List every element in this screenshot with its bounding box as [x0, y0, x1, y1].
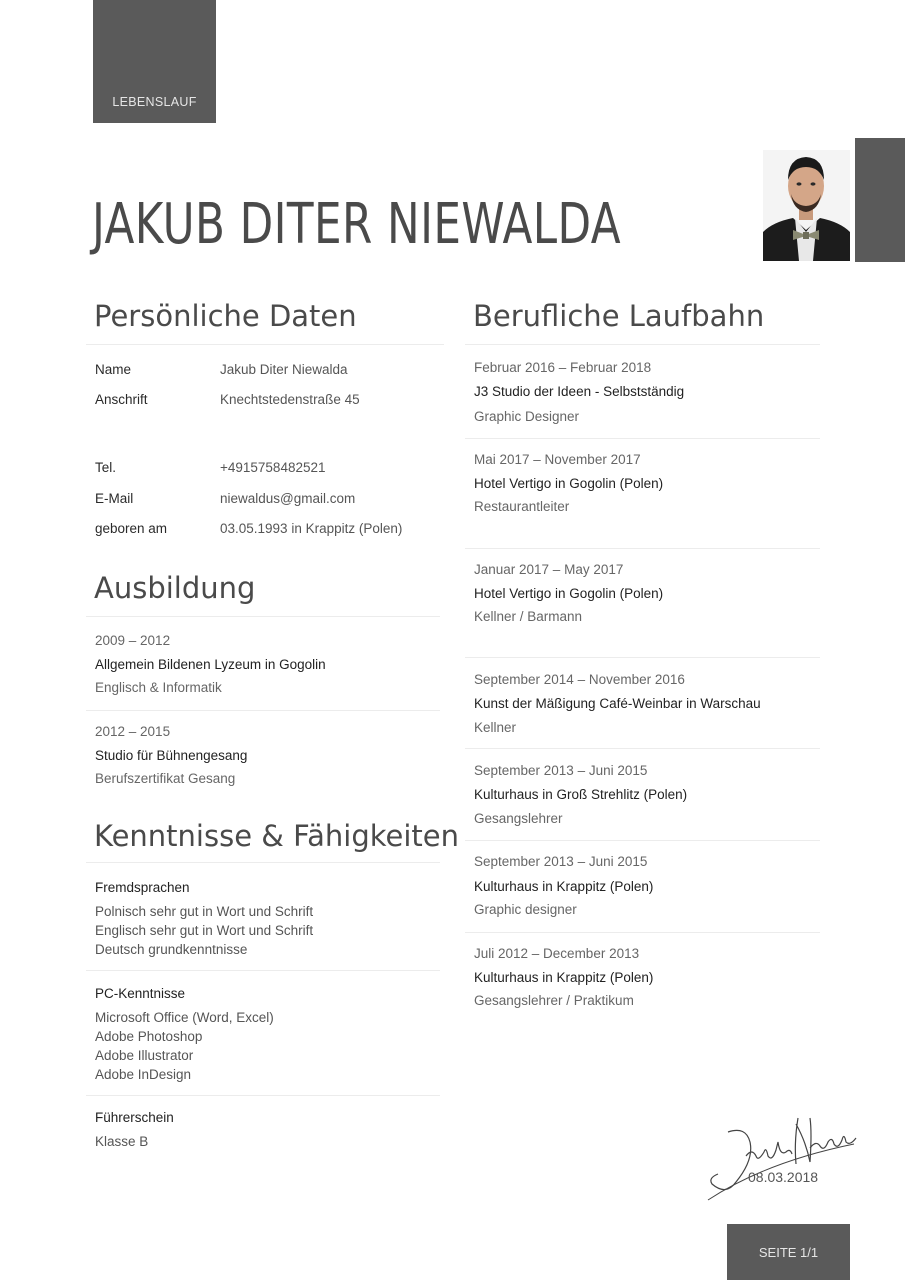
name-label: Name	[95, 362, 132, 377]
divider	[465, 657, 820, 658]
birth-value: 03.05.1993 in Krappitz (Polen)	[220, 521, 403, 536]
career-heading: Berufliche Laufbahn	[473, 299, 765, 333]
divider	[465, 932, 820, 933]
divider	[86, 616, 440, 617]
address-label: Anschrift	[95, 392, 148, 407]
skill-group-heading: Führerschein	[95, 1110, 174, 1125]
skill-item: Englisch sehr gut in Wort und Schrift	[95, 923, 314, 938]
email-label: E-Mail	[95, 491, 134, 506]
document-type-tab	[93, 0, 216, 123]
career-employer: Kulturhaus in Groß Strehlitz (Polen)	[474, 787, 688, 802]
education-date: 2009 – 2012	[95, 633, 171, 648]
skill-item: Polnisch sehr gut in Wort und Schrift	[95, 904, 314, 919]
career-date: Mai 2017 – November 2017	[474, 452, 641, 467]
career-employer: Kulturhaus in Krappitz (Polen)	[474, 879, 654, 894]
career-date: Februar 2016 – Februar 2018	[474, 360, 652, 375]
applicant-name-heading: JAKUB DITER NIEWALDA	[92, 192, 622, 257]
divider	[86, 1095, 440, 1096]
divider	[465, 840, 820, 841]
education-date: 2012 – 2015	[95, 724, 171, 739]
skill-item: Adobe Photoshop	[95, 1029, 203, 1044]
career-date: Juli 2012 – December 2013	[474, 946, 640, 961]
career-employer: Kunst der Mäßigung Café-Weinbar in Warschau	[474, 696, 761, 711]
skill-item: Microsoft Office (Word, Excel)	[95, 1010, 274, 1025]
education-heading: Ausbildung	[94, 571, 256, 605]
education-detail: Berufszertifikat Gesang	[95, 771, 236, 786]
career-date: Januar 2017 – May 2017	[474, 562, 624, 577]
career-employer: J3 Studio der Ideen - Selbstständig	[474, 384, 685, 399]
career-role: Graphic Designer	[474, 409, 580, 424]
career-employer: Kulturhaus in Krappitz (Polen)	[474, 970, 654, 985]
phone-value: +4915758482521	[220, 460, 326, 475]
phone-label: Tel.	[95, 460, 117, 475]
skill-group-items	[95, 1008, 274, 1084]
skills-heading: Kenntnisse & Fähigkeiten	[94, 819, 459, 853]
career-employer: Hotel Vertigo in Gogolin (Polen)	[474, 476, 664, 491]
education-school: Allgemein Bildenen Lyzeum in Gogolin	[95, 657, 326, 672]
career-role: Gesangslehrer	[474, 811, 563, 826]
skill-item: Deutsch grundkenntnisse	[95, 942, 248, 957]
birth-label: geboren am	[95, 521, 168, 536]
handwritten-signature	[706, 1112, 861, 1202]
divider	[465, 548, 820, 549]
education-school: Studio für Bühnengesang	[95, 748, 248, 763]
divider	[86, 970, 440, 971]
skill-group-heading: PC-Kenntnisse	[95, 986, 186, 1001]
career-role: Kellner / Barmann	[474, 609, 583, 624]
document-type-label: LEBENSLAUF	[112, 95, 197, 109]
divider	[86, 710, 440, 711]
page-number: SEITE 1/1	[758, 1244, 819, 1260]
divider	[465, 438, 820, 439]
career-date: September 2013 – Juni 2015	[474, 854, 648, 869]
skill-group-items	[95, 902, 313, 959]
career-role: Kellner	[474, 720, 517, 735]
divider	[86, 344, 444, 345]
applicant-photo	[763, 150, 850, 261]
personal-data-heading: Persönliche Daten	[94, 299, 357, 333]
career-date: September 2013 – Juni 2015	[474, 763, 648, 778]
email-value: niewaldus@gmail.com	[220, 491, 356, 506]
skill-item: Klasse B	[95, 1134, 149, 1149]
career-role: Graphic designer	[474, 902, 577, 917]
address-value: Knechtstedenstraße 45	[220, 392, 360, 407]
education-detail: Englisch & Informatik	[95, 680, 222, 695]
skill-item: Adobe Illustrator	[95, 1048, 194, 1063]
divider	[86, 862, 440, 863]
career-date: September 2014 – November 2016	[474, 672, 685, 687]
divider	[465, 344, 820, 345]
career-role: Restaurantleiter	[474, 499, 570, 514]
divider	[465, 748, 820, 749]
skill-group-heading: Fremdsprachen	[95, 880, 190, 895]
decorative-side-bar	[855, 138, 905, 262]
page-number-box	[727, 1224, 850, 1280]
career-employer: Hotel Vertigo in Gogolin (Polen)	[474, 586, 664, 601]
career-role: Gesangslehrer / Praktikum	[474, 993, 634, 1008]
signature-date: 08.03.2018	[748, 1169, 819, 1185]
name-value: Jakub Diter Niewalda	[220, 362, 348, 377]
skill-group-items	[95, 1132, 148, 1151]
skill-item: Adobe InDesign	[95, 1067, 192, 1082]
